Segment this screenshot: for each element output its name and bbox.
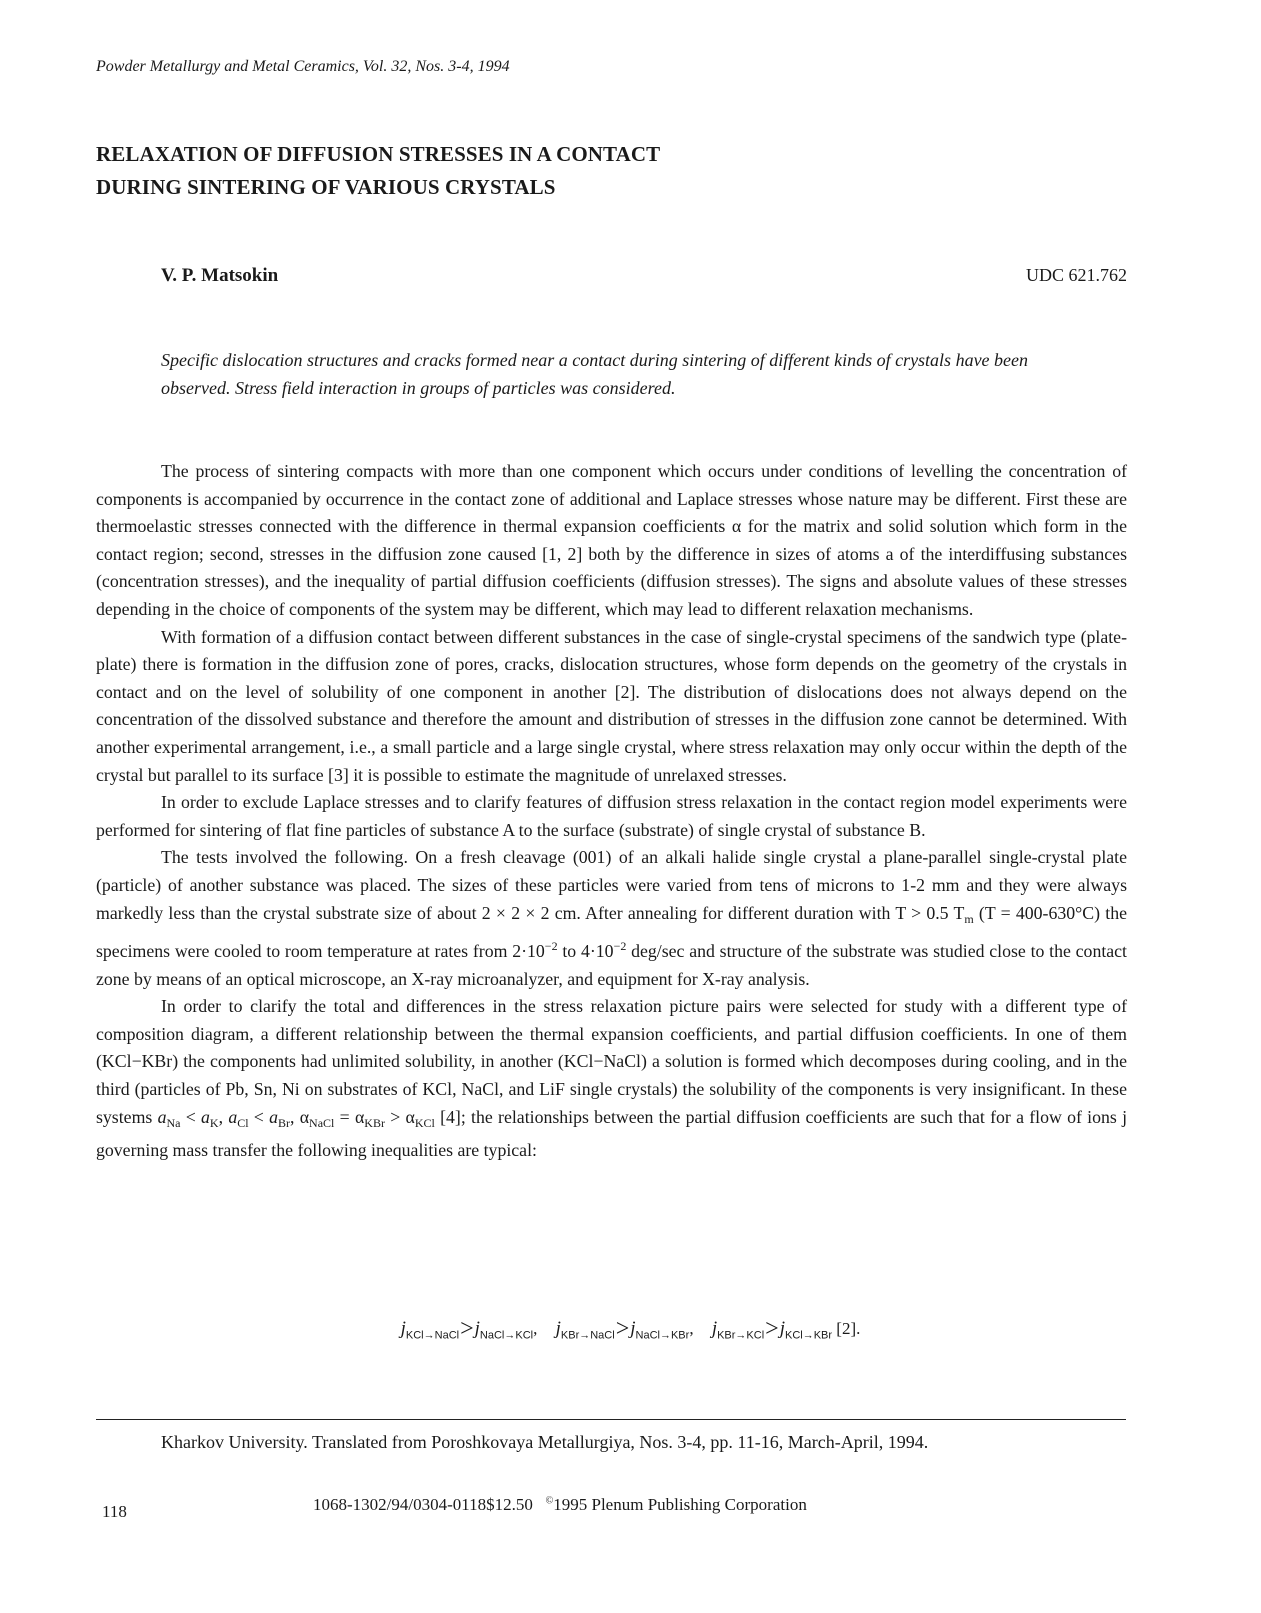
sub-k: K (209, 1115, 219, 1130)
p5-text-b: [4]; the relationships between the partial diffusion coefficients are such that for a flow of ions j governing mass transfer the following inequalities are typical: (96, 1106, 1128, 1161)
sub-nacl: NaCl (309, 1115, 335, 1130)
comma-2: , (290, 1106, 300, 1127)
page-number: 118 (102, 1502, 127, 1521)
copyright-line (313, 1495, 807, 1515)
exponent-2: −2 (613, 939, 627, 954)
symbol-alpha-3: α (405, 1106, 415, 1127)
paragraph-5 (96, 993, 1127, 1165)
inequality-formula (0, 1316, 1261, 1343)
journal-header: Powder Metallurgy and Metal Ceramics, Vol. 32, Nos. 3-4, 1994 (96, 58, 510, 75)
sub-kbr: KBr (364, 1115, 385, 1130)
paragraph-4 (96, 844, 1127, 993)
gt: > (384, 1106, 406, 1127)
paragraph-1: The process of sintering compacts with more than one component which occurs under conditions of levelling the concentration of components is accompanied by occurrence in the contact zone of additional and Laplace stresses whose nature may be different. First these are thermoelastic stresses connected with the difference in thermal expansion coefficients α for the matrix and solid solution which form in the contact region; second, stresses in the diffusion zone caused [1, 2] both by the difference in sizes of atoms a of the interdiffusing substances (concentration stresses), and the inequality of partial diffusion coefficients (diffusion stresses). The signs and absolute values of these stresses depending in the choice of components of the system may be different, which may lead to different relaxation mechanisms. (96, 461, 1127, 619)
p4-text-a: The tests involved the following. On a fresh cleavage (001) of an alkali halide single crystal a plane-parallel single-crystal plate (particle) of another substance was placed. The sizes of these particles were varied from tens of microns to 1-2 mm and they were always markedly less than the crystal substrate size of about 2 × 2 × 2 cm. After annealing for different duration with T > 0.5 T (96, 847, 1127, 923)
symbol-a-1: a (157, 1106, 167, 1127)
inequality-1: $j_{KCl\to NaCl}>j_{NaCl\to KCl}$, (400, 1316, 538, 1342)
sub-na: Na (166, 1115, 181, 1130)
p5-text-a: In order to clarify the total and differences in the stress relaxation picture pairs were selected for study with a different type of composition diagram, a different relationship between the thermal expansion coefficients, and partial diffusion coefficients. In one of them (KCl−KBr) the components had unlimited solubility, in another (KCl−NaCl) a solution is formed which decomposes during cooling, and in the third (particles of Pb, Sn, Ni on substrates of KCl, NaCl, and LiF single crystals) the solubility of the components is very insignificant. In these systems (96, 996, 1127, 1127)
inequality-3: $j_{KBr\to KCl}>j_{KCl\to KBr}$ [2]. (711, 1316, 861, 1342)
p4-text-c: to 4·10 (557, 941, 614, 962)
p4-text-b: (T = 400-630°C) the specimens were cooled to room temperature at rates from 2·10 (96, 902, 1128, 962)
author: V. P. Matsokin (161, 265, 279, 286)
title-line-1: RELAXATION OF DIFFUSION STRESSES IN A CONTACT (96, 142, 661, 166)
issn-price: 1068-1302/94/0304-0118$12.50 (313, 1495, 533, 1514)
article-title (96, 138, 996, 204)
footnote-divider (96, 1419, 1126, 1420)
title-line-2: DURING SINTERING OF VARIOUS CRYSTALS (96, 175, 556, 199)
tm-subscript: m (964, 911, 974, 926)
symbol-a-4: a (269, 1106, 278, 1127)
sub-kcl: KCl (414, 1115, 435, 1130)
symbol-alpha-1: α (299, 1106, 310, 1127)
copyright-symbol: © (545, 1495, 554, 1507)
article-body (96, 458, 1127, 1165)
affiliation-note: Kharkov University. Translated from Poroshkovaya Metallurgiya, Nos. 3-4, pp. 11-16, March-April, 1994. (161, 1432, 929, 1452)
paragraph-3: In order to exclude Laplace stresses and to clarify features of diffusion stress relaxation in the contact region model experiments were performed for sintering of flat fine particles of substance A to the surface (substrate) of single crystal of substance B. (96, 792, 1127, 840)
sub-br: Br (278, 1115, 290, 1130)
sub-cl: Cl (237, 1115, 249, 1130)
inequality-2: $j_{KBr\to NaCl}>j_{NaCl\to KBr}$, (555, 1316, 694, 1342)
exponent-1: −2 (544, 939, 558, 954)
symbol-a-3: a (228, 1106, 238, 1127)
udc-code: UDC 621.762 (1025, 265, 1127, 285)
lt-2: < (248, 1106, 270, 1127)
lt-1: < (180, 1106, 202, 1127)
copyright-text: 1995 Plenum Publishing Corporation (553, 1495, 807, 1514)
paragraph-2: With formation of a diffusion contact between different substances in the case of single-crystal specimens of the sandwich type (plate-plate) there is formation in the diffusion zone of pores, cracks, dislocation structures, whose form depends on the geometry of the crystals in contact and on the level of solubility of one component in another [2]. The distribution of dislocations does not always depend on the concentration of the dissolved substance and therefore the amount and distribution of stresses in the diffusion zone cannot be determined. With another experimental arrangement, i.e., a small particle and a large single crystal, where stress relaxation may only occur within the depth of the crystal but parallel to its surface [3] it is possible to estimate the magnitude of unrelaxed stresses. (96, 626, 1127, 785)
symbol-a-2: a (201, 1106, 210, 1127)
formula-reference: [2]. (836, 1319, 861, 1338)
symbol-alpha-2: α (354, 1106, 365, 1127)
p4-text-d: deg/sec and structure of the substrate was studied close to the contact zone by means of an optical microscope, an X-ray microanalyzer, and equipment for X-ray analysis. (96, 941, 1128, 989)
comma-1: , (218, 1106, 229, 1127)
abstract: Specific dislocation structures and cracks formed near a contact during sintering of different kinds of crystals have been observed. Stress field interaction in groups of particles was considered. (161, 350, 1029, 398)
eq: = (334, 1106, 355, 1127)
